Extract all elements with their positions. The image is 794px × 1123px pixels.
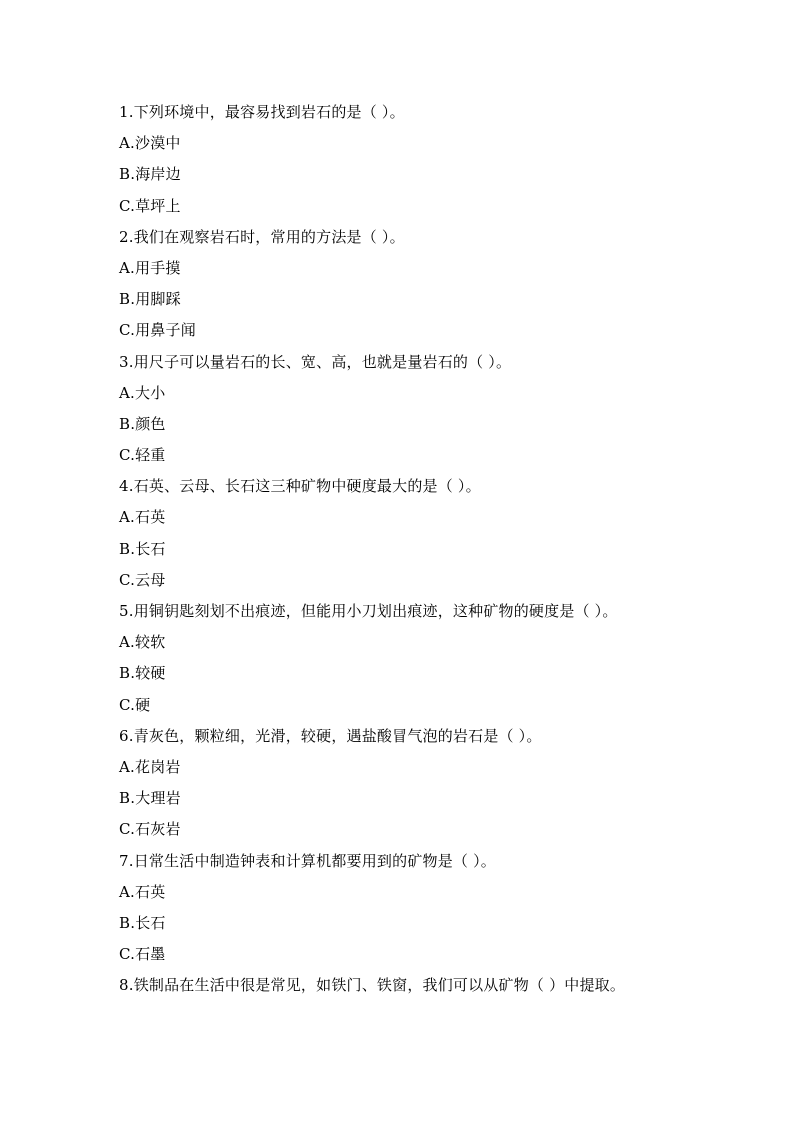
question-4-option-c: C.云母 [119, 570, 166, 589]
question-6-option-a: A.花岗岩 [119, 757, 181, 776]
question-6-stem: 6.青灰色，颗粒细，光滑，较硬，遇盐酸冒气泡的岩石是（ ）。 [119, 726, 542, 745]
question-3-stem: 3.用尺子可以量岩石的长、宽、高，也就是量岩石的（ ）。 [119, 352, 512, 371]
question-1-stem: 1.下列环境中，最容易找到岩石的是（ ）。 [119, 103, 405, 121]
question-8-stem: 8.铁制品在生活中很是常见，如铁门、铁窗，我们可以从矿物（ ）中提取。 [119, 976, 626, 995]
question-1-option-c: C.草坪上 [119, 196, 181, 215]
question-2-option-c: C.用鼻子闻 [119, 321, 196, 340]
question-list [119, 97, 699, 1001]
question-4-stem: 4.石英、云母、长石这三种矿物中硬度最大的是（ ）。 [119, 477, 481, 496]
question-3-option-a: A.大小 [119, 383, 166, 402]
question-5-stem: 5.用铜钥匙刻划不出痕迹，但能用小刀划出痕迹，这种矿物的硬度是（ ）。 [119, 602, 618, 620]
question-4-option-b: B.长石 [119, 539, 166, 558]
question-7-option-c: C.石墨 [119, 945, 166, 964]
question-4-option-a: A.石英 [119, 508, 166, 527]
question-3-option-b: B.颜色 [119, 414, 166, 433]
question-7-stem: 7.日常生活中制造钟表和计算机都要用到的矿物是（ ）。 [119, 851, 496, 870]
question-2-option-b: B.用脚踩 [119, 290, 181, 309]
question-7-option-a: A.石英 [119, 882, 166, 901]
question-7-option-b: B.长石 [119, 913, 166, 932]
question-6-option-b: B.大理岩 [119, 789, 181, 808]
question-6-option-c: C.石灰岩 [119, 820, 181, 839]
question-3-option-c: C.轻重 [119, 446, 166, 465]
question-2-stem: 2.我们在观察岩石时，常用的方法是（ ）。 [119, 227, 405, 246]
question-5-option-a: A.较软 [119, 633, 166, 652]
question-5-option-b: B.较硬 [119, 664, 166, 683]
question-1-option-a: A.沙漠中 [119, 134, 181, 153]
question-2-option-a: A.用手摸 [119, 258, 181, 277]
question-5-option-c: C.硬 [119, 695, 151, 714]
question-1-option-b: B.海岸边 [119, 165, 181, 184]
